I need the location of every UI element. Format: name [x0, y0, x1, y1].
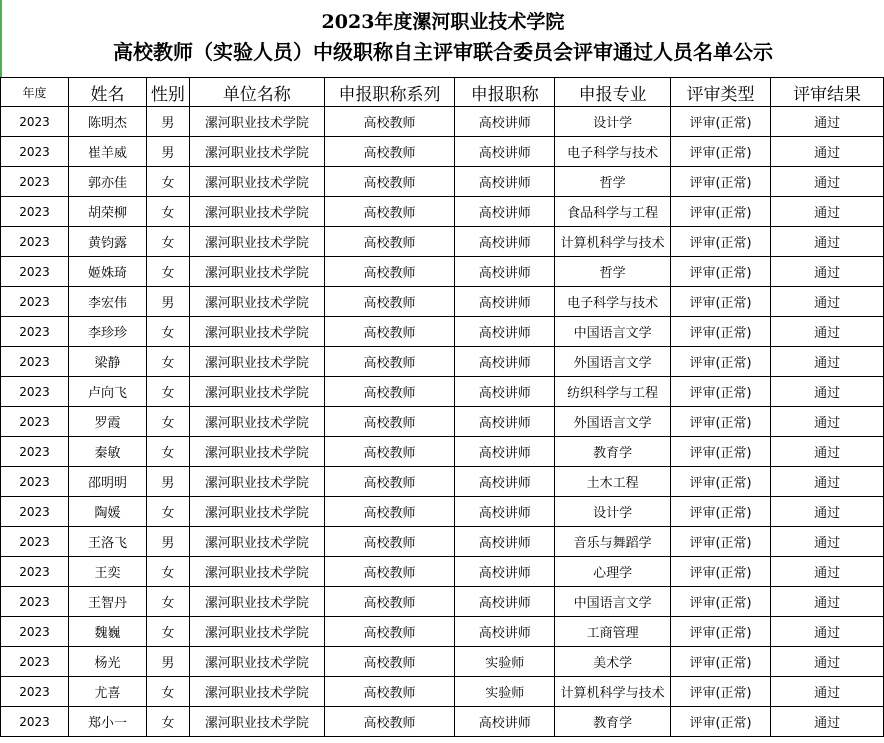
cell-title-series[interactable]: 高校教师 [324, 167, 454, 197]
cell-title[interactable]: 高校讲师 [455, 137, 555, 167]
table-row [1, 347, 884, 377]
cell-year[interactable]: 2023 [1, 497, 69, 527]
cell-year[interactable]: 2023 [1, 287, 69, 317]
cell-title[interactable]: 高校讲师 [455, 167, 555, 197]
cell-major[interactable]: 音乐与舞蹈学 [555, 527, 671, 557]
cell-review-type[interactable]: 评审(正常) [671, 677, 771, 707]
cell-review-type[interactable]: 评审(正常) [671, 347, 771, 377]
cell-title-series[interactable]: 高校教师 [324, 107, 454, 137]
cell-review-type[interactable]: 评审(正常) [671, 617, 771, 647]
cell-unit[interactable]: 漯河职业技术学院 [189, 317, 324, 347]
cell-major[interactable]: 哲学 [555, 257, 671, 287]
cell-year[interactable]: 2023 [1, 587, 69, 617]
cell-year[interactable]: 2023 [1, 677, 69, 707]
cell-year[interactable]: 2023 [1, 467, 69, 497]
column-header-major[interactable]: 申报专业 [555, 78, 671, 107]
cell-gender[interactable]: 女 [146, 677, 189, 707]
cell-year[interactable]: 2023 [1, 527, 69, 557]
cell-unit[interactable]: 漯河职业技术学院 [189, 527, 324, 557]
cell-name[interactable]: 王洛飞 [69, 527, 147, 557]
cell-name[interactable]: 黄钧露 [69, 227, 147, 257]
cell-unit[interactable]: 漯河职业技术学院 [189, 467, 324, 497]
cell-unit[interactable]: 漯河职业技术学院 [189, 647, 324, 677]
cell-unit[interactable]: 漯河职业技术学院 [189, 587, 324, 617]
cell-year[interactable]: 2023 [1, 227, 69, 257]
cell-major[interactable]: 计算机科学与技术 [555, 677, 671, 707]
cell-gender[interactable]: 女 [146, 557, 189, 587]
cell-title-series[interactable]: 高校教师 [324, 197, 454, 227]
cell-gender[interactable]: 男 [146, 107, 189, 137]
cell-review-result[interactable]: 通过 [771, 497, 884, 527]
cell-year[interactable]: 2023 [1, 437, 69, 467]
cell-review-result[interactable]: 通过 [771, 557, 884, 587]
cell-gender[interactable]: 女 [146, 347, 189, 377]
cell-review-result[interactable]: 通过 [771, 137, 884, 167]
cell-unit[interactable]: 漯河职业技术学院 [189, 377, 324, 407]
cell-year[interactable]: 2023 [1, 197, 69, 227]
table-row [1, 227, 884, 257]
cell-name[interactable]: 李珍珍 [69, 317, 147, 347]
table-row [1, 407, 884, 437]
column-header-gender[interactable]: 性别 [146, 78, 189, 107]
cell-unit[interactable]: 漯河职业技术学院 [189, 287, 324, 317]
cell-major[interactable]: 心理学 [555, 557, 671, 587]
cell-gender[interactable]: 女 [146, 377, 189, 407]
cell-name[interactable]: 姬姝琦 [69, 257, 147, 287]
cell-major[interactable]: 电子科学与技术 [555, 137, 671, 167]
cell-major[interactable]: 电子科学与技术 [555, 287, 671, 317]
cell-name[interactable]: 陈明杰 [69, 107, 147, 137]
cell-review-type[interactable]: 评审(正常) [671, 137, 771, 167]
cell-title-series[interactable]: 高校教师 [324, 497, 454, 527]
table-row [1, 107, 884, 137]
cell-review-result[interactable]: 通过 [771, 437, 884, 467]
table-row [1, 677, 884, 707]
cell-gender[interactable]: 女 [146, 227, 189, 257]
cell-review-type[interactable]: 评审(正常) [671, 167, 771, 197]
cell-name[interactable]: 秦敏 [69, 437, 147, 467]
cell-unit[interactable]: 漯河职业技术学院 [189, 137, 324, 167]
cell-gender[interactable]: 女 [146, 257, 189, 287]
cell-name[interactable]: 杨光 [69, 647, 147, 677]
cell-review-type[interactable]: 评审(正常) [671, 287, 771, 317]
cell-year[interactable]: 2023 [1, 407, 69, 437]
cell-review-result[interactable]: 通过 [771, 587, 884, 617]
cell-major[interactable]: 计算机科学与技术 [555, 227, 671, 257]
cell-year[interactable]: 2023 [1, 167, 69, 197]
cell-review-type[interactable]: 评审(正常) [671, 497, 771, 527]
cell-title-series[interactable]: 高校教师 [324, 407, 454, 437]
cell-unit[interactable]: 漯河职业技术学院 [189, 227, 324, 257]
cell-review-type[interactable]: 评审(正常) [671, 647, 771, 677]
cell-gender[interactable]: 男 [146, 137, 189, 167]
table-row [1, 647, 884, 677]
cell-year[interactable]: 2023 [1, 347, 69, 377]
cell-major[interactable]: 中国语言文学 [555, 317, 671, 347]
cell-gender[interactable]: 女 [146, 197, 189, 227]
column-header-name[interactable]: 姓名 [69, 78, 147, 107]
cell-year[interactable]: 2023 [1, 107, 69, 137]
cell-unit[interactable]: 漯河职业技术学院 [189, 407, 324, 437]
cell-title-series[interactable]: 高校教师 [324, 527, 454, 557]
cell-title-series[interactable]: 高校教师 [324, 377, 454, 407]
table-row [1, 197, 884, 227]
cell-name[interactable]: 李宏伟 [69, 287, 147, 317]
cell-review-type[interactable]: 评审(正常) [671, 407, 771, 437]
cell-title-series[interactable]: 高校教师 [324, 647, 454, 677]
table-row [1, 587, 884, 617]
cell-unit[interactable]: 漯河职业技术学院 [189, 167, 324, 197]
cell-name[interactable]: 陶媛 [69, 497, 147, 527]
cell-title[interactable]: 高校讲师 [455, 227, 555, 257]
cell-review-type[interactable]: 评审(正常) [671, 557, 771, 587]
cell-gender[interactable]: 女 [146, 437, 189, 467]
table-row [1, 137, 884, 167]
cell-name[interactable]: 尤喜 [69, 677, 147, 707]
cell-review-result[interactable]: 通过 [771, 677, 884, 707]
cell-major[interactable]: 设计学 [555, 107, 671, 137]
cell-title-series[interactable]: 高校教师 [324, 707, 454, 737]
cell-title[interactable]: 高校讲师 [455, 257, 555, 287]
cell-gender[interactable]: 女 [146, 317, 189, 347]
cell-review-type[interactable]: 评审(正常) [671, 107, 771, 137]
cell-review-result[interactable]: 通过 [771, 707, 884, 737]
cell-review-type[interactable]: 评审(正常) [671, 467, 771, 497]
cell-year[interactable]: 2023 [1, 557, 69, 587]
cell-gender[interactable]: 男 [146, 527, 189, 557]
cell-name[interactable]: 邵明明 [69, 467, 147, 497]
cell-unit[interactable]: 漯河职业技术学院 [189, 197, 324, 227]
cell-review-result[interactable]: 通过 [771, 197, 884, 227]
cell-title[interactable]: 高校讲师 [455, 467, 555, 497]
cell-name[interactable]: 魏巍 [69, 617, 147, 647]
cell-review-result[interactable]: 通过 [771, 347, 884, 377]
cell-gender[interactable]: 男 [146, 647, 189, 677]
cell-unit[interactable]: 漯河职业技术学院 [189, 257, 324, 287]
cell-year[interactable]: 2023 [1, 257, 69, 287]
table-row [1, 557, 884, 587]
cell-major[interactable]: 中国语言文学 [555, 587, 671, 617]
cell-year[interactable]: 2023 [1, 647, 69, 677]
cell-title-series[interactable]: 高校教师 [324, 317, 454, 347]
cell-major[interactable]: 纺织科学与工程 [555, 377, 671, 407]
column-header-review-result[interactable]: 评审结果 [771, 78, 884, 107]
cell-review-result[interactable]: 通过 [771, 527, 884, 557]
cell-title-series[interactable]: 高校教师 [324, 257, 454, 287]
cell-review-type[interactable]: 评审(正常) [671, 707, 771, 737]
cell-review-result[interactable]: 通过 [771, 107, 884, 137]
cell-major[interactable]: 外国语言文学 [555, 347, 671, 377]
table-row [1, 617, 884, 647]
column-header-year[interactable]: 年度 [1, 78, 69, 107]
cell-review-result[interactable]: 通过 [771, 317, 884, 347]
cell-title[interactable]: 高校讲师 [455, 347, 555, 377]
cell-title-series[interactable]: 高校教师 [324, 617, 454, 647]
cell-gender[interactable]: 女 [146, 587, 189, 617]
column-header-title[interactable]: 申报职称 [455, 78, 555, 107]
cell-title[interactable]: 高校讲师 [455, 407, 555, 437]
cell-unit[interactable]: 漯河职业技术学院 [189, 107, 324, 137]
column-header-title-series[interactable]: 申报职称系列 [324, 78, 454, 107]
cell-title-series[interactable]: 高校教师 [324, 347, 454, 377]
cell-title-series[interactable]: 高校教师 [324, 587, 454, 617]
table-row [1, 527, 884, 557]
cell-gender[interactable]: 女 [146, 167, 189, 197]
table-row [1, 167, 884, 197]
cell-review-result[interactable]: 通过 [771, 617, 884, 647]
cell-review-type[interactable]: 评审(正常) [671, 437, 771, 467]
cell-title[interactable]: 高校讲师 [455, 497, 555, 527]
cell-review-result[interactable]: 通过 [771, 227, 884, 257]
page-subtitle: 高校教师（实验人员）中级职称自主评审联合委员会评审通过人员名单公示 [113, 40, 773, 64]
cell-review-type[interactable]: 评审(正常) [671, 257, 771, 287]
cell-major[interactable]: 食品科学与工程 [555, 197, 671, 227]
table-row [1, 317, 884, 347]
cell-major[interactable]: 工商管理 [555, 617, 671, 647]
cell-year[interactable]: 2023 [1, 137, 69, 167]
cell-title[interactable]: 实验师 [455, 677, 555, 707]
cell-title[interactable]: 实验师 [455, 647, 555, 677]
cell-review-result[interactable]: 通过 [771, 467, 884, 497]
cell-title[interactable]: 高校讲师 [455, 287, 555, 317]
cell-title[interactable]: 高校讲师 [455, 617, 555, 647]
cell-title[interactable]: 高校讲师 [455, 707, 555, 737]
cell-year[interactable]: 2023 [1, 617, 69, 647]
cell-year[interactable]: 2023 [1, 377, 69, 407]
cell-major[interactable]: 土木工程 [555, 467, 671, 497]
cell-review-type[interactable]: 评审(正常) [671, 377, 771, 407]
cell-title-series[interactable]: 高校教师 [324, 227, 454, 257]
cell-unit[interactable]: 漯河职业技术学院 [189, 347, 324, 377]
table-body [1, 107, 884, 737]
cell-gender[interactable]: 男 [146, 467, 189, 497]
cell-review-type[interactable]: 评审(正常) [671, 527, 771, 557]
cell-unit[interactable]: 漯河职业技术学院 [189, 677, 324, 707]
cell-review-type[interactable]: 评审(正常) [671, 227, 771, 257]
cell-unit[interactable]: 漯河职业技术学院 [189, 707, 324, 737]
table-row [1, 257, 884, 287]
table-row [1, 707, 884, 737]
cell-major[interactable]: 教育学 [555, 437, 671, 467]
cell-major[interactable]: 设计学 [555, 497, 671, 527]
cell-name[interactable]: 胡荣柳 [69, 197, 147, 227]
cell-title-series[interactable]: 高校教师 [324, 437, 454, 467]
cell-review-result[interactable]: 通过 [771, 167, 884, 197]
cell-title-series[interactable]: 高校教师 [324, 677, 454, 707]
cell-title-series[interactable]: 高校教师 [324, 287, 454, 317]
cell-name[interactable]: 罗霞 [69, 407, 147, 437]
cell-title-series[interactable]: 高校教师 [324, 137, 454, 167]
page-title: 2023年度漯河职业技术学院 [321, 11, 565, 33]
cell-title-series[interactable]: 高校教师 [324, 557, 454, 587]
cell-gender[interactable]: 女 [146, 407, 189, 437]
cell-year[interactable]: 2023 [1, 317, 69, 347]
cell-name[interactable]: 王智丹 [69, 587, 147, 617]
cell-major[interactable]: 外国语言文学 [555, 407, 671, 437]
cell-review-type[interactable]: 评审(正常) [671, 317, 771, 347]
cell-review-result[interactable]: 通过 [771, 377, 884, 407]
title-block [0, 0, 884, 77]
cell-unit[interactable]: 漯河职业技术学院 [189, 617, 324, 647]
cell-title[interactable]: 高校讲师 [455, 587, 555, 617]
cell-review-type[interactable]: 评审(正常) [671, 197, 771, 227]
table-row [1, 437, 884, 467]
cell-review-type[interactable]: 评审(正常) [671, 587, 771, 617]
cell-name[interactable]: 郑小一 [69, 707, 147, 737]
cell-title[interactable]: 高校讲师 [455, 317, 555, 347]
cell-unit[interactable]: 漯河职业技术学院 [189, 557, 324, 587]
column-header-review-type[interactable]: 评审类型 [671, 78, 771, 107]
table-row [1, 287, 884, 317]
cell-review-result[interactable]: 通过 [771, 287, 884, 317]
cell-review-result[interactable]: 通过 [771, 647, 884, 677]
cell-gender[interactable]: 女 [146, 617, 189, 647]
cell-name[interactable]: 郭亦佳 [69, 167, 147, 197]
cell-year[interactable]: 2023 [1, 707, 69, 737]
cell-gender[interactable]: 男 [146, 287, 189, 317]
table-header-row [1, 78, 884, 107]
cell-major[interactable]: 教育学 [555, 707, 671, 737]
cell-unit[interactable]: 漯河职业技术学院 [189, 497, 324, 527]
cell-title[interactable]: 高校讲师 [455, 107, 555, 137]
cell-unit[interactable]: 漯河职业技术学院 [189, 437, 324, 467]
cell-review-result[interactable]: 通过 [771, 407, 884, 437]
cell-gender[interactable]: 女 [146, 497, 189, 527]
cell-title[interactable]: 高校讲师 [455, 527, 555, 557]
cell-gender[interactable]: 女 [146, 707, 189, 737]
cell-name[interactable]: 王奕 [69, 557, 147, 587]
cell-review-result[interactable]: 通过 [771, 257, 884, 287]
cell-title[interactable]: 高校讲师 [455, 377, 555, 407]
cell-title[interactable]: 高校讲师 [455, 557, 555, 587]
cell-name[interactable]: 崔羊威 [69, 137, 147, 167]
table-row [1, 467, 884, 497]
table-row [1, 497, 884, 527]
cell-title[interactable]: 高校讲师 [455, 437, 555, 467]
cell-title[interactable]: 高校讲师 [455, 197, 555, 227]
cell-title-series[interactable]: 高校教师 [324, 467, 454, 497]
cell-major[interactable]: 美术学 [555, 647, 671, 677]
cell-name[interactable]: 梁静 [69, 347, 147, 377]
cell-major[interactable]: 哲学 [555, 167, 671, 197]
column-header-unit[interactable]: 单位名称 [189, 78, 324, 107]
cell-name[interactable]: 卢向飞 [69, 377, 147, 407]
table-row [1, 377, 884, 407]
results-table [0, 77, 884, 737]
